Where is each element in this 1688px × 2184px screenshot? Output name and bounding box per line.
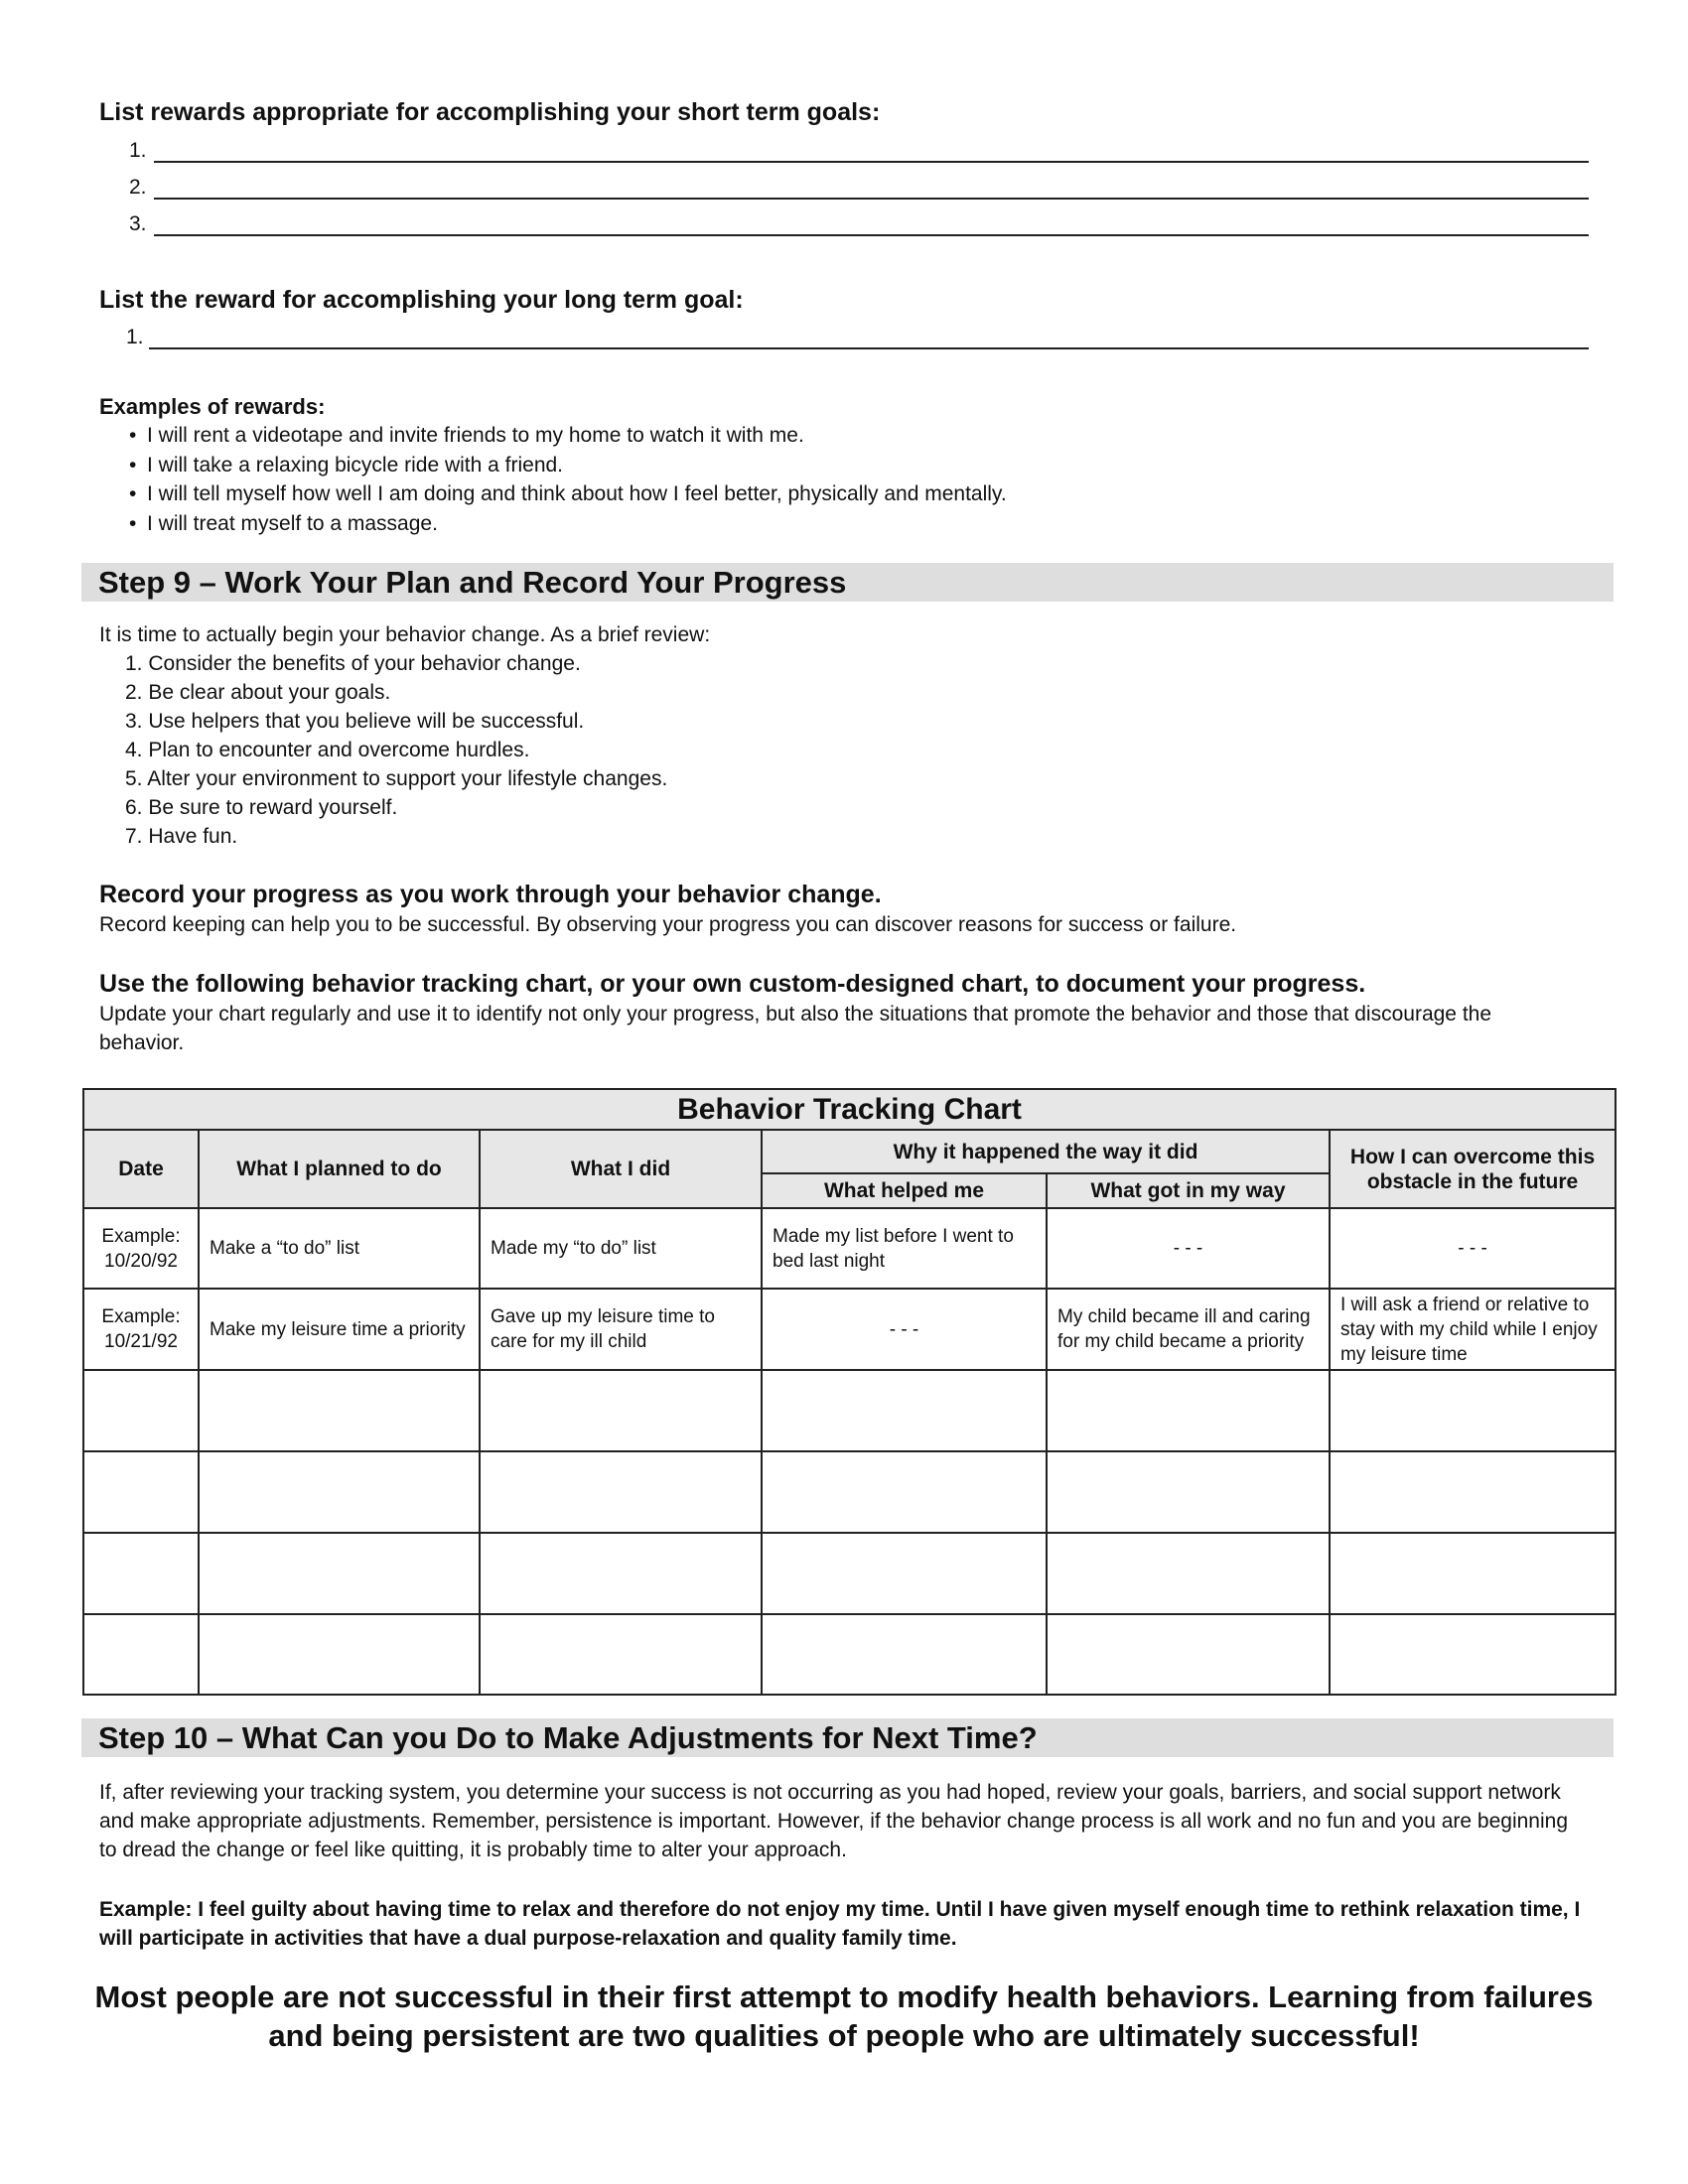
got-in-way-cell[interactable]	[1047, 1614, 1330, 1695]
record-progress-body: Record keeping can help you to be successful. By observing your progress you can discover reasons for success or failure.	[99, 913, 1237, 936]
planned-cell[interactable]: Make my leisure time a priority	[199, 1289, 480, 1370]
closing-statement: Most people are not successful in their first attempt to modify health behaviors. Learning from failures and being persistent are two qualities of people who are ultimately successful!	[94, 1979, 1594, 2053]
overcome-cell[interactable]: - - -	[1330, 1208, 1616, 1289]
short-term-rewards-heading: List rewards appropriate for accomplishing your short term goals:	[99, 98, 881, 126]
date-cell[interactable]	[83, 1289, 199, 1370]
long-term-reward-heading: List the reward for accomplishing your long term goal:	[99, 286, 744, 314]
step9-title: Step 9 – Work Your Plan and Record Your Progress	[98, 565, 847, 600]
short-term-line-number: 3.	[129, 212, 147, 235]
overcome-cell[interactable]	[1330, 1451, 1616, 1533]
date-cell[interactable]	[83, 1533, 199, 1614]
overcome-cell[interactable]	[1330, 1614, 1616, 1695]
step9-intro-text: It is time to actually begin your behavior change. As a brief review:	[99, 623, 711, 646]
col-header-did: What I did	[480, 1130, 762, 1208]
examples-heading: Examples of rewards:	[99, 394, 326, 419]
table-row-example-1	[83, 1208, 1616, 1289]
helped-cell[interactable]	[762, 1451, 1047, 1533]
step10-header-bar	[81, 1718, 1614, 1757]
got-in-way-cell[interactable]	[1047, 1451, 1330, 1533]
col-header-overcome: How I can overcome this obstacle in the future	[1330, 1130, 1616, 1208]
planned-cell[interactable]: Make a “to do” list	[199, 1208, 480, 1289]
example-item: • I will treat myself to a massage.	[129, 509, 1589, 539]
got-in-way-cell[interactable]	[1047, 1370, 1330, 1451]
planned-cell[interactable]	[199, 1614, 480, 1695]
col-header-got-in-way: What got in my way	[1047, 1173, 1330, 1208]
date-cell[interactable]	[83, 1451, 199, 1533]
example-item: • I will take a relaxing bicycle ride with a friend.	[129, 451, 1589, 480]
step9-intro	[99, 620, 1609, 851]
date-label: Example:	[101, 1225, 181, 1247]
date-cell[interactable]	[83, 1208, 199, 1289]
col-header-date: Date	[83, 1130, 199, 1208]
overcome-cell[interactable]: I will ask a friend or relative to stay with my child while I enjoy my leisure time	[1330, 1289, 1616, 1370]
date-label: Example:	[101, 1306, 181, 1327]
date-value: 10/20/92	[104, 1250, 178, 1272]
planned-cell[interactable]	[199, 1451, 480, 1533]
got-in-way-cell[interactable]	[1047, 1533, 1330, 1614]
did-cell[interactable]: Made my “to do” list	[480, 1208, 762, 1289]
col-header-why: Why it happened the way it did	[762, 1130, 1330, 1173]
review-list	[99, 649, 1609, 851]
date-cell[interactable]	[83, 1614, 199, 1695]
overcome-cell[interactable]	[1330, 1370, 1616, 1451]
short-term-reward-3-field[interactable]	[154, 234, 1589, 236]
short-term-reward-2-field[interactable]	[154, 198, 1589, 200]
did-cell[interactable]	[480, 1451, 762, 1533]
long-term-reward-field[interactable]	[149, 347, 1589, 349]
helped-cell[interactable]: Made my list before I went to bed last night	[762, 1208, 1047, 1289]
date-value: 10/21/92	[104, 1331, 178, 1352]
did-cell[interactable]	[480, 1370, 762, 1451]
short-term-reward-1-field[interactable]	[154, 161, 1589, 163]
did-cell[interactable]	[480, 1614, 762, 1695]
helped-cell[interactable]: - - -	[762, 1289, 1047, 1370]
col-header-helped: What helped me	[762, 1173, 1047, 1208]
review-item: 5. Alter your environment to support your lifestyle changes.	[125, 767, 668, 790]
overcome-cell[interactable]	[1330, 1533, 1616, 1614]
short-term-line-number: 2.	[129, 176, 147, 199]
planned-cell[interactable]	[199, 1370, 480, 1451]
record-progress-heading: Record your progress as you work through your behavior change.	[99, 881, 882, 908]
review-item: 3. Use helpers that you believe will be successful.	[125, 710, 585, 733]
step9-header-bar	[81, 563, 1614, 602]
did-cell[interactable]	[480, 1533, 762, 1614]
review-item: 2. Be clear about your goals.	[125, 681, 391, 704]
date-cell[interactable]	[83, 1370, 199, 1451]
long-term-line-number: 1.	[126, 326, 144, 348]
got-in-way-cell[interactable]: My child became ill and caring for my child became a priority	[1047, 1289, 1330, 1370]
table-row-empty	[83, 1614, 1616, 1695]
helped-cell[interactable]	[762, 1533, 1047, 1614]
examples-section	[99, 393, 1589, 538]
table-row-example-2	[83, 1289, 1616, 1370]
review-item: 4. Plan to encounter and overcome hurdles.	[125, 739, 530, 761]
review-item: 7. Have fun.	[125, 825, 238, 848]
step10-title: Step 10 – What Can you Do to Make Adjustments for Next Time?	[98, 1720, 1038, 1755]
planned-cell[interactable]	[199, 1533, 480, 1614]
examples-list	[129, 421, 1589, 538]
use-chart-body: Update your chart regularly and use it to identify not only your progress, but also the situations that promote the behavior and those that discourage the behavior.	[99, 1003, 1492, 1054]
example-item: • I will rent a videotape and invite friends to my home to watch it with me.	[129, 421, 1589, 451]
review-item: 1. Consider the benefits of your behavior change.	[125, 652, 581, 675]
did-cell[interactable]: Gave up my leisure time to care for my ill child	[480, 1289, 762, 1370]
behavior-tracking-chart	[82, 1088, 1617, 1696]
step10-body: If, after reviewing your tracking system, you determine your success is not occurring as you had hoped, review your goals, barriers, and social support network and make appropriate adjustments. Remember, persistence is important. However, if the behavior change process is all work and no fun and you are beginning to dread the change or feel like quitting, it is probably time to alter your approach.	[99, 1781, 1568, 1861]
got-in-way-cell[interactable]: - - -	[1047, 1208, 1330, 1289]
helped-cell[interactable]	[762, 1614, 1047, 1695]
table-row-empty	[83, 1451, 1616, 1533]
helped-cell[interactable]	[762, 1370, 1047, 1451]
col-header-planned: What I planned to do	[199, 1130, 480, 1208]
table-row-empty	[83, 1533, 1616, 1614]
step10-example: Example: I feel guilty about having time to relax and therefore do not enjoy my time. Until I have given myself enough time to rethink relaxation time, I will participate in activities that have a dual purpose-relaxation and quality family time.	[99, 1898, 1581, 1950]
table-row-empty	[83, 1370, 1616, 1451]
chart-title: Behavior Tracking Chart	[83, 1089, 1616, 1130]
use-chart-heading: Use the following behavior tracking chart, or your own custom-designed chart, to document your progress.	[99, 970, 1366, 998]
short-term-line-number: 1.	[129, 139, 147, 162]
review-item: 6. Be sure to reward yourself.	[125, 796, 398, 819]
example-item: • I will tell myself how well I am doing and think about how I feel better, physically and mentally.	[129, 479, 1589, 509]
